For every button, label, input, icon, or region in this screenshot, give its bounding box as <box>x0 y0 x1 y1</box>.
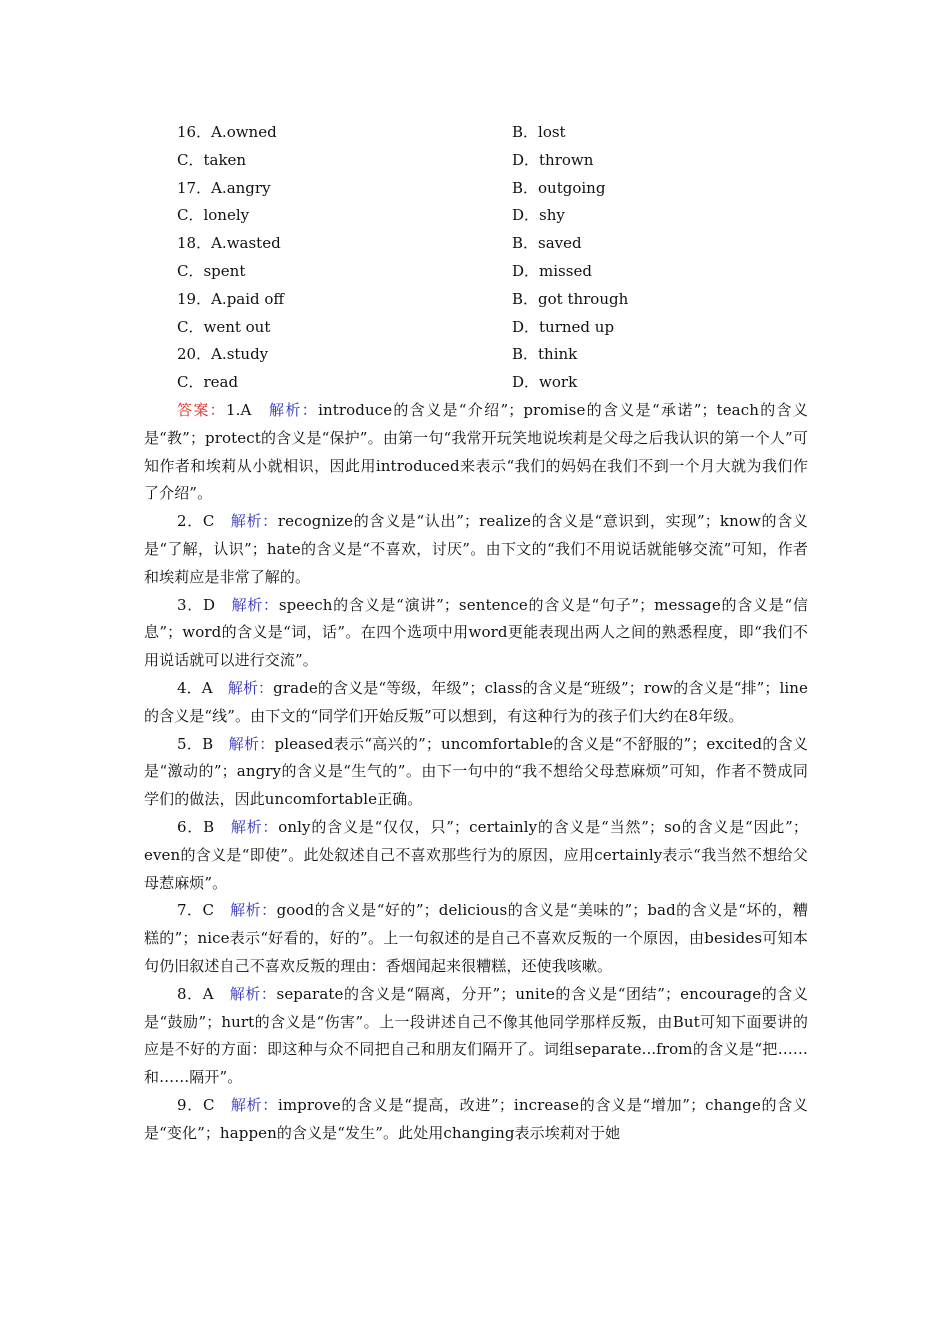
analysis-text: recognize的含义是“认出”；realize的含义是“意识到，实现”；know的含义是“了解，认识”；hate的含义是“不喜欢，讨厌”。由下文的“我们不用说话就能够交流”可知，作者和埃莉应是非常了解的。 <box>144 512 809 586</box>
analysis-label: 解析： <box>231 595 279 614</box>
answer-explanations <box>144 397 808 1148</box>
option-row <box>177 202 737 230</box>
option-left: 19．A.paid off <box>177 289 285 308</box>
option-row <box>177 369 737 397</box>
option-right: D．thrown <box>512 150 594 169</box>
analysis-text: speech的含义是“演讲”；sentence的含义是“句子”；message的含义是“信息”；word的含义是“词，话”。在四个选项中用word更能表现出两人之间的熟悉程度，即“我们不用说话就可以进行交流”。 <box>144 595 808 670</box>
analysis-label: 解析： <box>228 734 275 753</box>
option-left: C．lonely <box>177 206 250 225</box>
answer-number: 8．A <box>177 984 230 1003</box>
analysis-label: 解析： <box>230 817 279 836</box>
option-right: D．missed <box>512 261 592 280</box>
analysis-text: grade的含义是“等级，年级”；class的含义是“班级”；row的含义是“排”；line的含义是“线”。由下文的“同学们开始反叛”可以想到，有这种行为的孩子们大约在8年级。 <box>144 678 808 725</box>
option-right: B．think <box>512 345 578 364</box>
option-left: C．spent <box>177 261 246 280</box>
analysis-text: only的含义是“仅仅，只”；certainly的含义是“当然”；so的含义是“因此”；even的含义是“即使”。此处叙述自己不喜欢那些行为的原因，应用certainly表示“我当然不想给父母惹麻烦”。 <box>144 817 808 892</box>
option-left: C．read <box>177 373 239 392</box>
option-right: D．work <box>512 373 578 392</box>
option-row <box>177 230 737 258</box>
option-row <box>177 175 737 203</box>
option-left: 17．A.angry <box>177 178 271 197</box>
option-left: 18．A.wasted <box>177 234 281 253</box>
option-right: B．saved <box>512 234 582 253</box>
answer-label: 答案： <box>177 401 227 419</box>
analysis-text: good的含义是“好的”；delicious的含义是“美味的”；bad的含义是“坏的，糟糕的”；nice表示“好看的，好的”。上一句叙述的是自己不喜欢反叛的一个原因，由besides可知本句仍旧叙述自己不喜欢反叛的理由：香烟闻起来很糟糕，还使我咳嗽。 <box>144 901 808 975</box>
option-row <box>177 119 737 147</box>
answer-paragraph <box>144 675 808 731</box>
answer-number: 7．C <box>177 901 231 920</box>
answer-paragraph <box>144 1092 808 1148</box>
option-row <box>177 341 737 369</box>
option-left: 20．A.study <box>177 345 269 364</box>
answer-number: 4．A <box>177 678 228 697</box>
answer-number: 6．B <box>177 817 231 836</box>
answer-number: 3．D <box>177 595 232 614</box>
analysis-text: improve的含义是“提高，改进”；increase的含义是“增加”；change的含义是“变化”；happen的含义是“发生”。此处用changing表示埃莉对于她 <box>144 1095 809 1142</box>
answer-paragraph <box>144 397 808 508</box>
answer-paragraph <box>144 814 808 897</box>
analysis-text: separate的含义是“隔离，分开”；unite的含义是“团结”；encourage的含义是“鼓励”；hurt的含义是“伤害”。上一段讲述自己不像其他同学那样反叛，由But可知下面要讲的应是不好的方面：即这种与众不同把自己和朋友们隔开了。词组separate...from的含义是“把……和……隔开”。 <box>144 984 808 1087</box>
analysis-label: 解析： <box>269 401 319 419</box>
answer-number: 5．B <box>177 734 229 753</box>
option-row <box>177 258 737 286</box>
option-left: C．taken <box>177 150 247 169</box>
answer-number: 9．C <box>177 1095 231 1114</box>
analysis-text: introduce的含义是“介绍”；promise的含义是“承诺”；teach的含义是“教”；protect的含义是“保护”。由第一句“我常开玩笑地说埃莉是父母之后我认识的第一个人”可知作者和埃莉从小就相识，因此用introduced来表示“我们的妈妈在我们不到一个月大就为我们作了介绍”。 <box>144 401 808 503</box>
analysis-text: pleased表示“高兴的”；uncomfortable的含义是“不舒服的”；excited的含义是“激动的”；angry的含义是“生气的”。由下一句中的“我不想给父母惹麻烦”可知，作者不赞成同学们的做法，因此uncomfortable正确。 <box>144 734 808 809</box>
answer-number: 2．C <box>177 512 231 531</box>
option-row <box>177 314 737 342</box>
option-right: D．shy <box>512 206 565 225</box>
analysis-label: 解析： <box>230 512 278 531</box>
option-list <box>177 119 737 397</box>
analysis-label: 解析： <box>230 901 277 920</box>
option-left: C．went out <box>177 317 271 336</box>
option-right: B．lost <box>512 123 566 141</box>
analysis-label: 解析： <box>229 984 277 1003</box>
option-right: B．outgoing <box>512 178 606 197</box>
answer-paragraph <box>144 592 808 675</box>
option-row <box>177 286 737 314</box>
option-right: B．got through <box>512 289 629 308</box>
option-right: D．turned up <box>512 317 615 336</box>
option-left: 16．A.owned <box>177 123 277 141</box>
answer-paragraph <box>144 731 808 814</box>
answer-paragraph <box>144 508 808 591</box>
analysis-label: 解析： <box>227 678 274 697</box>
option-row <box>177 147 737 175</box>
analysis-label: 解析： <box>230 1095 278 1114</box>
answer-paragraph <box>144 981 808 1092</box>
answer-number: 1.A <box>226 401 270 419</box>
answer-paragraph <box>144 897 808 980</box>
